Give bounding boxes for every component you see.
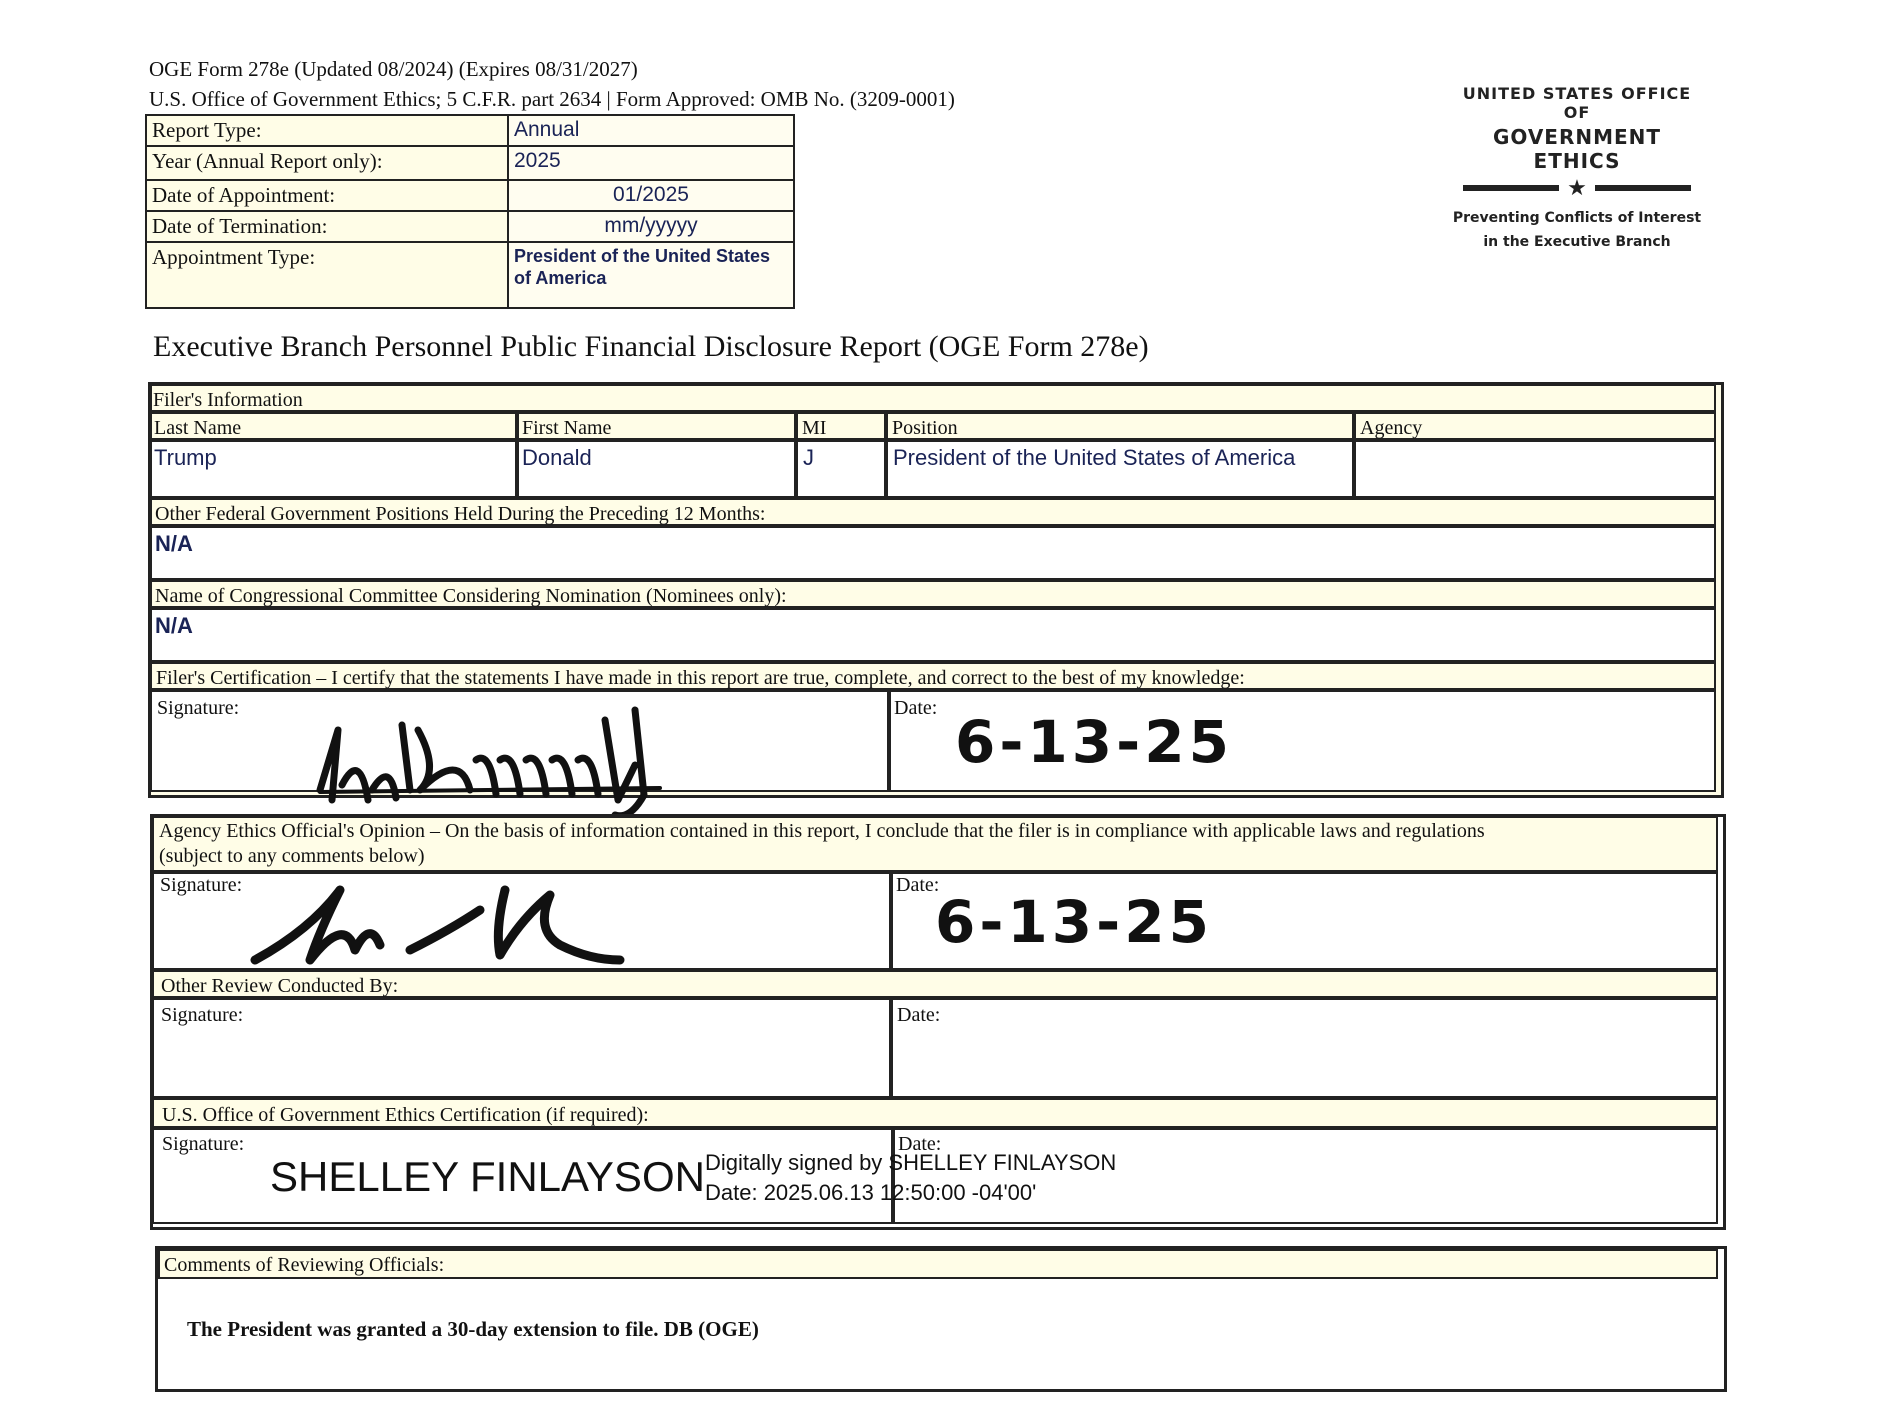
form-version-line: OGE Form 278e (Updated 08/2024) (Expires 08/31/2027) (149, 57, 638, 81)
other-positions-value: N/A (155, 531, 193, 556)
report-type-label: Report Type: (146, 115, 508, 146)
ethics-date-handwritten: 6-13-25 (935, 888, 1213, 956)
filer-section-label: Filer's Information (153, 389, 303, 411)
other-positions-cell (150, 526, 1716, 580)
other-review-label: Other Review Conducted By: (161, 975, 399, 997)
comments-text: The President was granted a 30-day extension to file. DB (OGE) (187, 1317, 759, 1341)
filer-header-row (150, 384, 1716, 412)
termination-date-label: Date of Termination: (146, 211, 508, 242)
digital-signer-name: SHELLEY FINLAYSON (270, 1153, 705, 1200)
certification-date-label: Date: (894, 697, 938, 719)
other-positions-label: Other Federal Government Positions Held During the Preceding 12 Months: (155, 503, 766, 525)
digital-signature-line-1: Digitally signed by SHELLEY FINLAYSON (705, 1150, 1117, 1175)
termination-date-value: mm/yyyyy (508, 211, 794, 242)
other-review-signature-label: Signature: (161, 1004, 244, 1026)
logo-tagline-1: Preventing Conflicts of Interest (1452, 210, 1702, 226)
logo-line-1: UNITED STATES OFFICE OF (1462, 84, 1692, 122)
comments-label: Comments of Reviewing Officials: (164, 1254, 445, 1276)
report-info-table (145, 114, 795, 309)
other-review-signature-cell (152, 998, 891, 1098)
agency-cell (1354, 440, 1716, 498)
page-title: Executive Branch Personnel Public Financial Disclosure Report (OGE Form 278e) (153, 330, 1149, 363)
position-label: Position (892, 417, 958, 439)
other-review-date-cell (891, 998, 1718, 1098)
position-value: President of the United States of America (893, 445, 1296, 470)
ethics-opinion-label-1: Agency Ethics Official's Opinion – On the basis of information contained in this report, I conclude that the filer is in compliance with applicable laws and regulations (159, 820, 1485, 842)
last-name-value: Trump (154, 445, 217, 470)
logo-tagline (1452, 205, 1702, 255)
oge-certification-label: U.S. Office of Government Ethics Certification (if required): (162, 1104, 649, 1126)
certification-label: Filer's Certification – I certify that the statements I have made in this report are true, complete, and correct to the best of my knowledge: (156, 667, 1245, 689)
ethics-official-signature (250, 870, 650, 970)
form-authority-line: U.S. Office of Government Ethics; 5 C.F.R. part 2634 | Form Approved: OMB No. (3209-0001) (149, 87, 955, 111)
logo-divider (1452, 177, 1702, 199)
agency-label: Agency (1360, 417, 1423, 439)
appointment-date-label: Date of Appointment: (146, 180, 508, 211)
filer-signature (300, 690, 680, 820)
star-icon: ★ (1567, 175, 1587, 200)
committee-cell (150, 608, 1716, 662)
certification-date-handwritten: 6-13-25 (955, 708, 1233, 776)
ethics-signature-label: Signature: (160, 874, 243, 896)
appointment-type-label: Appointment Type: (146, 242, 508, 308)
certification-signature-label: Signature: (157, 697, 240, 719)
oge-logo (1452, 84, 1702, 255)
committee-label: Name of Congressional Committee Considering Nomination (Nominees only): (155, 585, 787, 607)
year-value: 2025 (508, 146, 794, 180)
other-review-date-label: Date: (897, 1004, 941, 1026)
report-type-value: Annual (508, 115, 794, 146)
logo-line-2: GOVERNMENT ETHICS (1492, 125, 1662, 173)
committee-value: N/A (155, 613, 193, 638)
last-name-label: Last Name (154, 417, 242, 439)
year-label: Year (Annual Report only): (146, 146, 508, 180)
oge-signature-label: Signature: (162, 1133, 245, 1155)
logo-tagline-2: in the Executive Branch (1483, 234, 1671, 250)
mi-value: J (803, 445, 814, 470)
digital-signature-line-2: Date: 2025.06.13 12:50:00 -04'00' (705, 1180, 1037, 1205)
first-name-value: Donald (522, 445, 592, 470)
first-name-label: First Name (522, 417, 612, 439)
ethics-date-label: Date: (896, 874, 940, 896)
oge-date-cell (893, 1128, 1718, 1224)
appointment-type-value: President of the United States of America (508, 242, 794, 308)
mi-label: MI (802, 417, 827, 439)
appointment-date-value: 01/2025 (508, 180, 794, 211)
oge-date-label: Date: (898, 1133, 942, 1155)
ethics-opinion-label-2: (subject to any comments below) (159, 845, 425, 867)
